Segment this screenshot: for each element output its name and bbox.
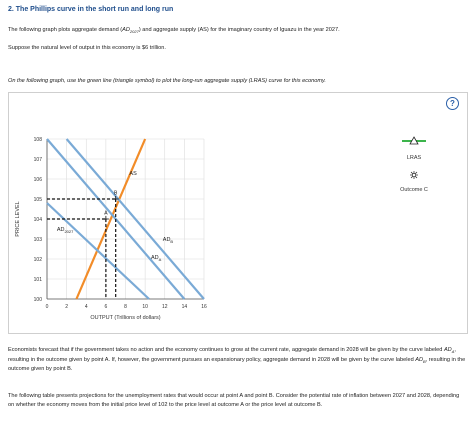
y-tick-label: 105 [33, 196, 42, 203]
x-tick-label: 6 [104, 304, 108, 310]
lras-legend-tool[interactable] [402, 137, 426, 144]
intro-ad-sub: 2027 [129, 29, 139, 35]
y-tick-label: 108 [33, 136, 42, 143]
y-tick-label: 100 [33, 296, 42, 303]
point-label: B [114, 190, 118, 197]
y-tick-label: 102 [33, 256, 42, 263]
ad-b-label-sub: B [170, 239, 174, 244]
ad-2027-label [57, 227, 74, 234]
y-tick-label: 104 [33, 216, 42, 223]
chart-grid [47, 139, 204, 299]
y-tick-label: 107 [33, 156, 42, 163]
x-axis-label: OUTPUT (Trillions of dollars) [90, 315, 161, 321]
x-tick-label: 2 [65, 304, 69, 310]
ad-2027-label-main: AD [56, 227, 65, 233]
x-tick-label: 14 [181, 304, 188, 310]
ad-b-label-main: AD [162, 237, 171, 243]
ad-b-label [163, 237, 174, 244]
y-tick-label: 106 [33, 176, 42, 183]
section-heading: 2. The Phillips curve in the short run and long run [8, 6, 174, 13]
intro-ad: AD [122, 27, 130, 33]
x-tick-label: 12 [161, 304, 168, 310]
x-tick-label: 10 [142, 304, 148, 310]
outcome-c-label: Outcome C [400, 187, 428, 193]
outcome-marker-icon [412, 173, 415, 176]
ad-a-label [151, 255, 162, 262]
as-label-main: AS [129, 171, 137, 177]
lras-legend-label: LRAS [406, 155, 422, 161]
phillips-chart[interactable] [9, 93, 309, 329]
graph-panel [8, 92, 468, 334]
ad-a-label-sub: A [158, 257, 162, 262]
natural-level-text: Suppose the natural level of output in this economy is $6 trillion. [8, 45, 166, 51]
legend [394, 133, 474, 213]
intro-paragraph [8, 26, 466, 36]
graph-instruction: On the following graph, use the green line (triangle symbol) to plot the long-run aggregate supply (LRAS) curve for this economy. [8, 78, 326, 84]
ad-a-label-main: AD [151, 255, 159, 261]
table-paragraph: The following table presents projections for the unemployment rates that would occur at point A and point B. Consider the potential rate of inflation between 2027 and 2028, depending on whether the economy moves from the initial price level of 102 to the price level at outcome A or the price level at outcome B. [8, 393, 460, 408]
point-label: A [104, 210, 108, 217]
intro-prefix: The following graph plots aggregate demand ( [8, 27, 123, 33]
y-tick-label: 101 [33, 276, 42, 283]
outcome-c-tool[interactable] [410, 171, 418, 179]
forecast-paragraph: Economists forecast that if the government takes no action and the economy continues to grow at the current rate, aggregate demand in 2028 will be given by the curve labeled $AD_A$, resulting in the outcome given by point A. If, however, the government pursues an expansionary policy, aggregate demand in 2028 will be given by the curve labeled $AD_B$, resulting in the outcome given by point B. [8, 347, 466, 372]
y-axis-label: PRICE LEVEL [15, 201, 21, 237]
as-label [129, 171, 137, 177]
x-tick-label: 16 [201, 304, 207, 310]
ad-2027-label-sub: 2027 [64, 229, 74, 234]
x-tick-label: 8 [124, 304, 127, 310]
help-icon[interactable]: ? [446, 97, 459, 110]
y-tick-label: 103 [33, 236, 42, 243]
x-tick-label: 4 [84, 304, 88, 310]
intro-suffix: ) and aggregate supply (AS) for the imaginary country of Iguazu in the year 2027. [138, 27, 340, 33]
x-tick-label: 0 [45, 304, 49, 310]
